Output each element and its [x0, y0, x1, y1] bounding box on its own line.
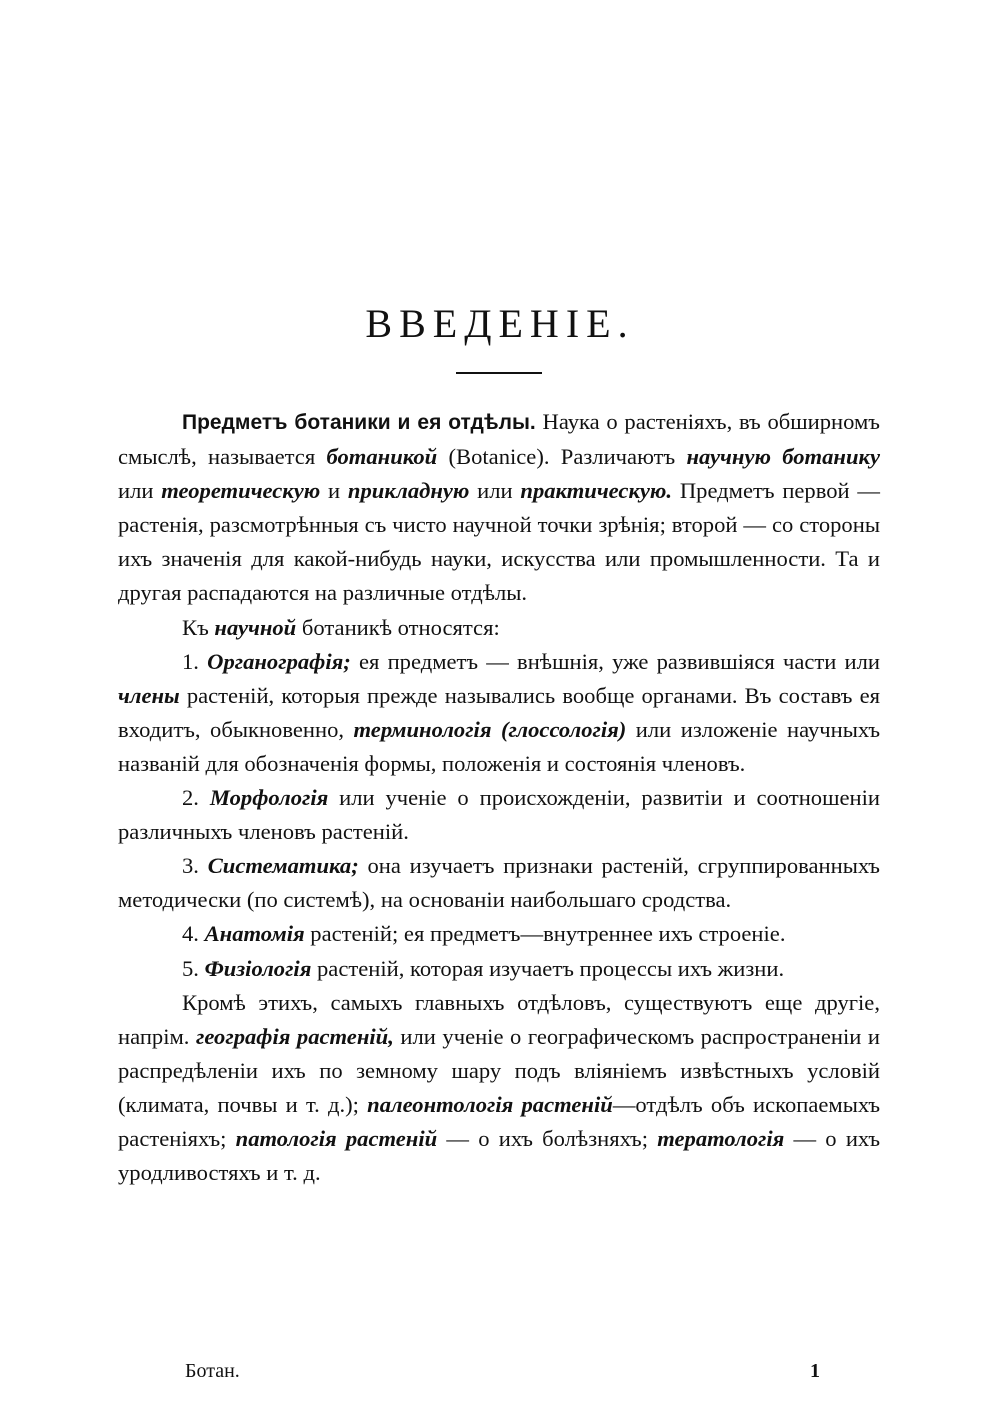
- emphasis-term: научной: [214, 614, 297, 640]
- emphasis-term: Морфологія: [209, 785, 329, 811]
- item-number: 3.: [182, 853, 208, 879]
- text-run: или: [118, 478, 162, 504]
- text-run: растеній, которыя прежде назывались вообще органами. Въ составъ ея входитъ, обыкновенно,: [118, 682, 880, 742]
- emphasis-term: Физіологія: [204, 955, 312, 981]
- signature-mark: Ботан.: [185, 1360, 240, 1382]
- text-run: или: [469, 478, 521, 504]
- text-run: ботаникѣ относятся:: [296, 614, 500, 640]
- item-number: 4.: [182, 921, 205, 947]
- text-run: — о ихъ болѣзняхъ;: [437, 1125, 658, 1151]
- text-run: (Botanice). Различаютъ: [437, 444, 687, 470]
- emphasis-term: ботаникой: [326, 444, 438, 470]
- emphasis-term: практическую.: [520, 478, 673, 504]
- emphasis-term: палеонтологія растеній: [367, 1091, 613, 1117]
- text-run: — о ихъ уродливостяхъ и т. д.: [118, 1125, 881, 1186]
- emphasis-term: Органографія;: [207, 648, 351, 674]
- section-heading: Предметъ ботаники и ея отдѣлы.: [182, 411, 536, 434]
- emphasis-term: Анатомія: [204, 921, 305, 947]
- emphasis-term: Систематика;: [207, 853, 359, 879]
- item-number: 2.: [182, 785, 210, 811]
- emphasis-term: члены: [118, 682, 180, 708]
- chapter-title: ВВЕДЕНІЕ.: [365, 301, 635, 346]
- text-run: и: [320, 478, 348, 504]
- intro-paragraph: [118, 405, 880, 611]
- lead-paragraph: [118, 611, 880, 645]
- text-run: Кромѣ этихъ, самыхъ главныхъ отдѣловъ, существуютъ еще другіе, напрім.: [118, 989, 880, 1049]
- body-text: [118, 405, 880, 1190]
- emphasis-term: терминологія (глоссологія): [353, 716, 627, 742]
- emphasis-term: прикладную: [347, 478, 470, 504]
- list-item-anatomy: [118, 917, 880, 951]
- text-run: или ученіе о географическомъ распространеніи и распредѣленіи ихъ по земному шару подъ вліяніемъ извѣстныхъ условій (климата, почвы и т. д.);: [118, 1023, 880, 1117]
- list-item-systematics: [118, 849, 880, 917]
- text-run: Наука о растеніяхъ, въ обширномъ смыслѣ, называется: [118, 409, 880, 470]
- page-number: 1: [810, 1360, 820, 1382]
- emphasis-term: научную ботанику: [686, 444, 880, 470]
- text-run: растеній, которая изучаетъ процессы ихъ жизни.: [311, 955, 785, 981]
- item-number: 1.: [182, 648, 208, 674]
- text-run: —отдѣлъ объ ископаемыхъ растеніяхъ;: [118, 1091, 881, 1151]
- emphasis-term: географія растеній,: [195, 1023, 394, 1049]
- page-footer: [0, 1360, 1000, 1390]
- list-item-physiology: [118, 952, 880, 986]
- list-item-morphology: [118, 781, 880, 849]
- list-item-organography: [118, 645, 880, 781]
- emphasis-term: тератологія: [657, 1125, 785, 1151]
- text-run: Къ: [182, 614, 215, 640]
- title-divider: [456, 372, 542, 374]
- text-run: или изложеніе научныхъ названій для обозначенія формы, положенія и состоянія членовъ.: [118, 716, 881, 776]
- closing-paragraph: [118, 986, 880, 1191]
- emphasis-term: теоретическую: [161, 478, 321, 504]
- text-run: она изучаетъ признаки растеній, сгруппированныхъ методически (по системѣ), на основаніи наибольшаго сродства.: [118, 853, 880, 913]
- emphasis-term: патологія растеній: [235, 1125, 438, 1151]
- text-run: растеній; ея предметъ—внутреннее ихъ строеніе.: [304, 921, 786, 947]
- text-run: ея предметъ — внѣшнія, уже развившіяся части или: [350, 648, 880, 674]
- text-run: Предметъ первой — растенія, разсмотрѣнныя съ чисто научной точки зрѣнія; второй — со стороны ихъ значенія для какой-нибудь науки, искусства или промышленности. Та и другая распадаются на различные отдѣлы.: [118, 478, 880, 606]
- item-number: 5.: [182, 955, 205, 981]
- text-run: или ученіе о происхожденіи, развитіи и соотношеніи различныхъ членовъ растеній.: [118, 785, 880, 845]
